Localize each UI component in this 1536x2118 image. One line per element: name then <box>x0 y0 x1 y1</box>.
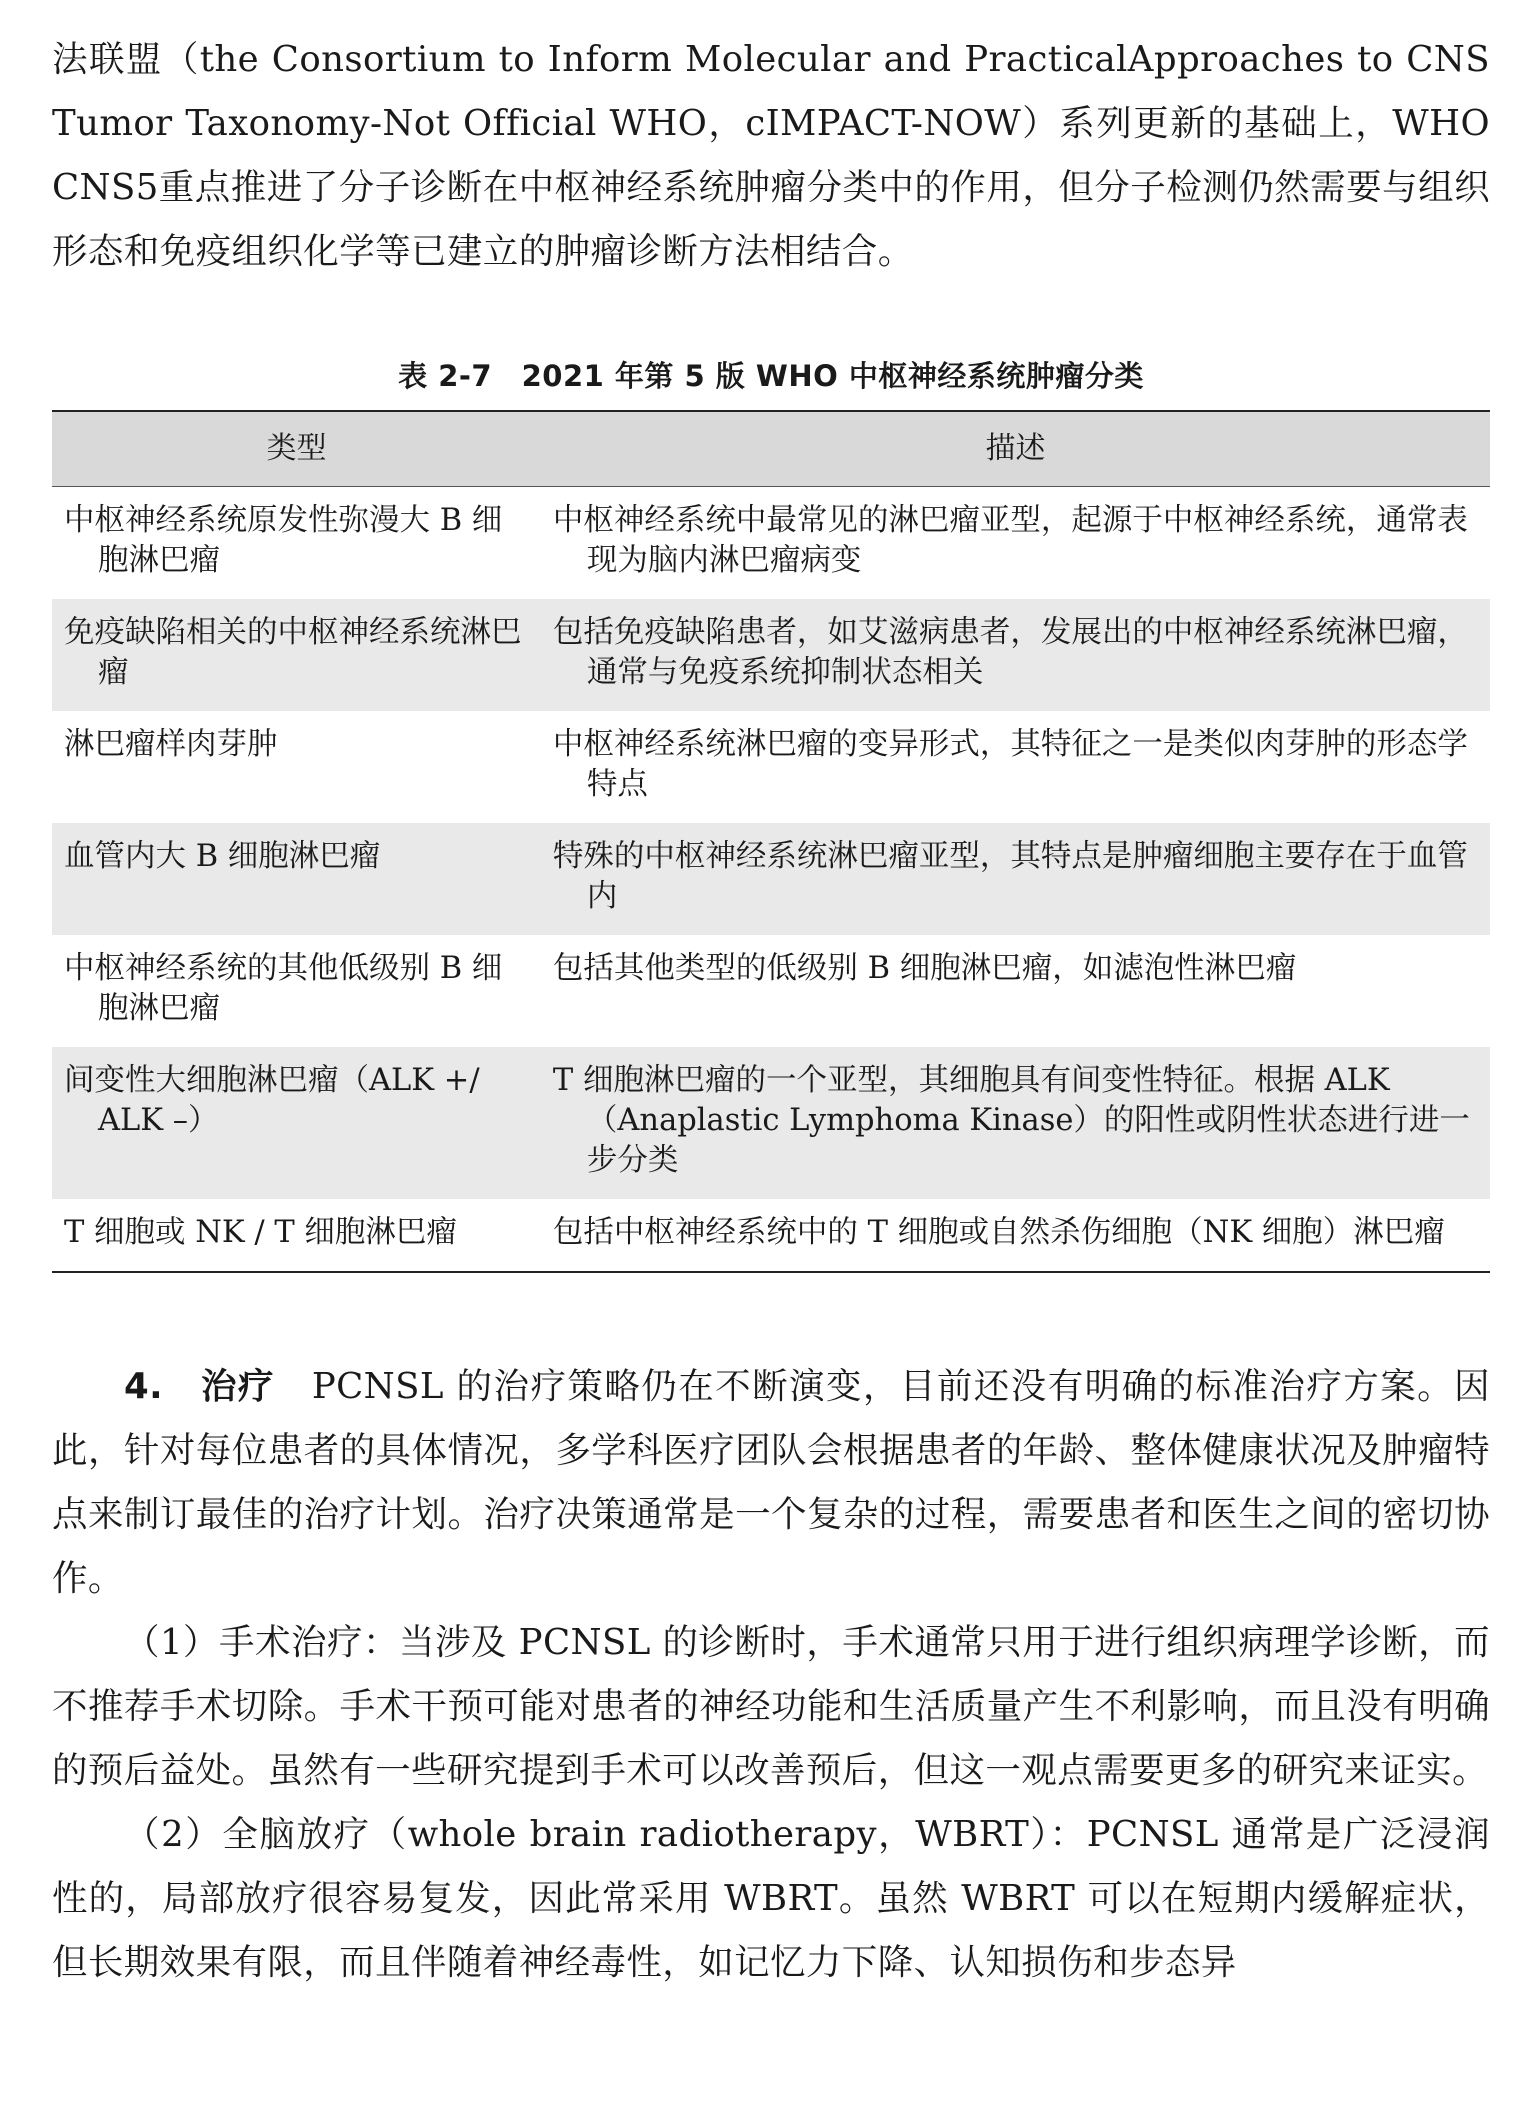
section-4-text: PCNSL 的治疗策略仍在不断演变，目前还没有明确的标准治疗方案。因此，针对每位患者的具体情况，多学科医疗团队会根据患者的年龄、整体健康状况及肿瘤特点来制订最佳的治疗计划。治疗决策通常是一个复杂的过程，需要患者和医生之间的密切协作。 <box>52 1366 1490 1599</box>
cell-type: 中枢神经系统的其他低级别 B 细胞淋巴瘤 <box>64 951 503 1026</box>
cell-type: 免疫缺陷相关的中枢神经系统淋巴瘤 <box>52 599 541 711</box>
cell-type: 淋巴瘤样肉芽肿 <box>64 727 278 762</box>
cell-type: 间变性大细胞淋巴瘤（ALK +/ ALK –） <box>52 1047 541 1199</box>
section-4-paragraph <box>52 1355 1490 1611</box>
table-header-row <box>52 411 1490 487</box>
wbrt-paragraph: （2）全脑放疗（whole brain radiotherapy，WBRT）：PCNSL 通常是广泛浸润性的，局部放疗很容易复发，因此常采用 WBRT。虽然 WBRT 可以在短期内缓解症状，但长期效果有限，而且伴随着神经毒性，如记忆力下降、认知损伤和步态异 <box>52 1814 1490 1983</box>
intro-paragraph: 法联盟（the Consortium to Inform Molecular and PracticalApproaches to CNS Tumor Taxonomy-Not Official WHO，cIMPACT-NOW）系列更新的基础上，WHO CNS5重点推进了分子诊断在中枢神经系统肿瘤分类中的作用，但分子检测仍然需要与组织形态和免疫组织化学等已建立的肿瘤诊断方法相结合。 <box>52 39 1490 272</box>
surgery-paragraph: （1）手术治疗：当涉及 PCNSL 的诊断时，手术通常只用于进行组织病理学诊断，而不推荐手术切除。手术干预可能对患者的神经功能和生活质量产生不利影响，而且没有明确的预后益处。虽然有一些研究提到手术可以改善预后，但这一观点需要更多的研究来证实。 <box>52 1622 1490 1791</box>
cell-description: 特殊的中枢神经系统淋巴瘤亚型，其特点是肿瘤细胞主要存在于血管内 <box>541 823 1490 935</box>
table-row <box>52 935 1490 1047</box>
header-description: 描述 <box>541 411 1490 487</box>
table-row <box>52 1047 1490 1199</box>
cell-description: 包括免疫缺陷患者，如艾滋病患者，发展出的中枢神经系统淋巴瘤，通常与免疫系统抑制状态相关 <box>541 599 1490 711</box>
table-row <box>52 487 1490 600</box>
table-row <box>52 823 1490 935</box>
header-type: 类型 <box>52 411 541 487</box>
body-text <box>52 1355 1490 1995</box>
cell-description: 包括其他类型的低级别 B 细胞淋巴瘤，如滤泡性淋巴瘤 <box>552 951 1297 986</box>
table-row <box>52 1199 1490 1272</box>
table-caption: 表 2-7 2021 年第 5 版 WHO 中枢神经系统肿瘤分类 <box>398 359 1144 393</box>
section-4-heading: 4. 治疗 <box>124 1366 275 1407</box>
cell-type: T 细胞或 NK / T 细胞淋巴瘤 <box>52 1199 541 1272</box>
cell-type: 血管内大 B 细胞淋巴瘤 <box>52 823 541 935</box>
cell-description: 包括中枢神经系统中的 T 细胞或自然杀伤细胞（NK 细胞）淋巴瘤 <box>541 1199 1490 1272</box>
cell-description: T 细胞淋巴瘤的一个亚型，其细胞具有间变性特征。根据 ALK（Anaplastic Lymphoma Kinase）的阳性或阴性状态进行进一步分类 <box>541 1047 1490 1199</box>
cell-type: 中枢神经系统原发性弥漫大 B 细胞淋巴瘤 <box>64 503 503 578</box>
who-classification-table <box>52 410 1490 1273</box>
table-row <box>52 711 1490 823</box>
cell-description: 中枢神经系统淋巴瘤的变异形式，其特征之一是类似肉芽肿的形态学特点 <box>552 727 1468 802</box>
table-row <box>52 599 1490 711</box>
cell-description: 中枢神经系统中最常见的淋巴瘤亚型，起源于中枢神经系统，通常表现为脑内淋巴瘤病变 <box>552 503 1468 578</box>
